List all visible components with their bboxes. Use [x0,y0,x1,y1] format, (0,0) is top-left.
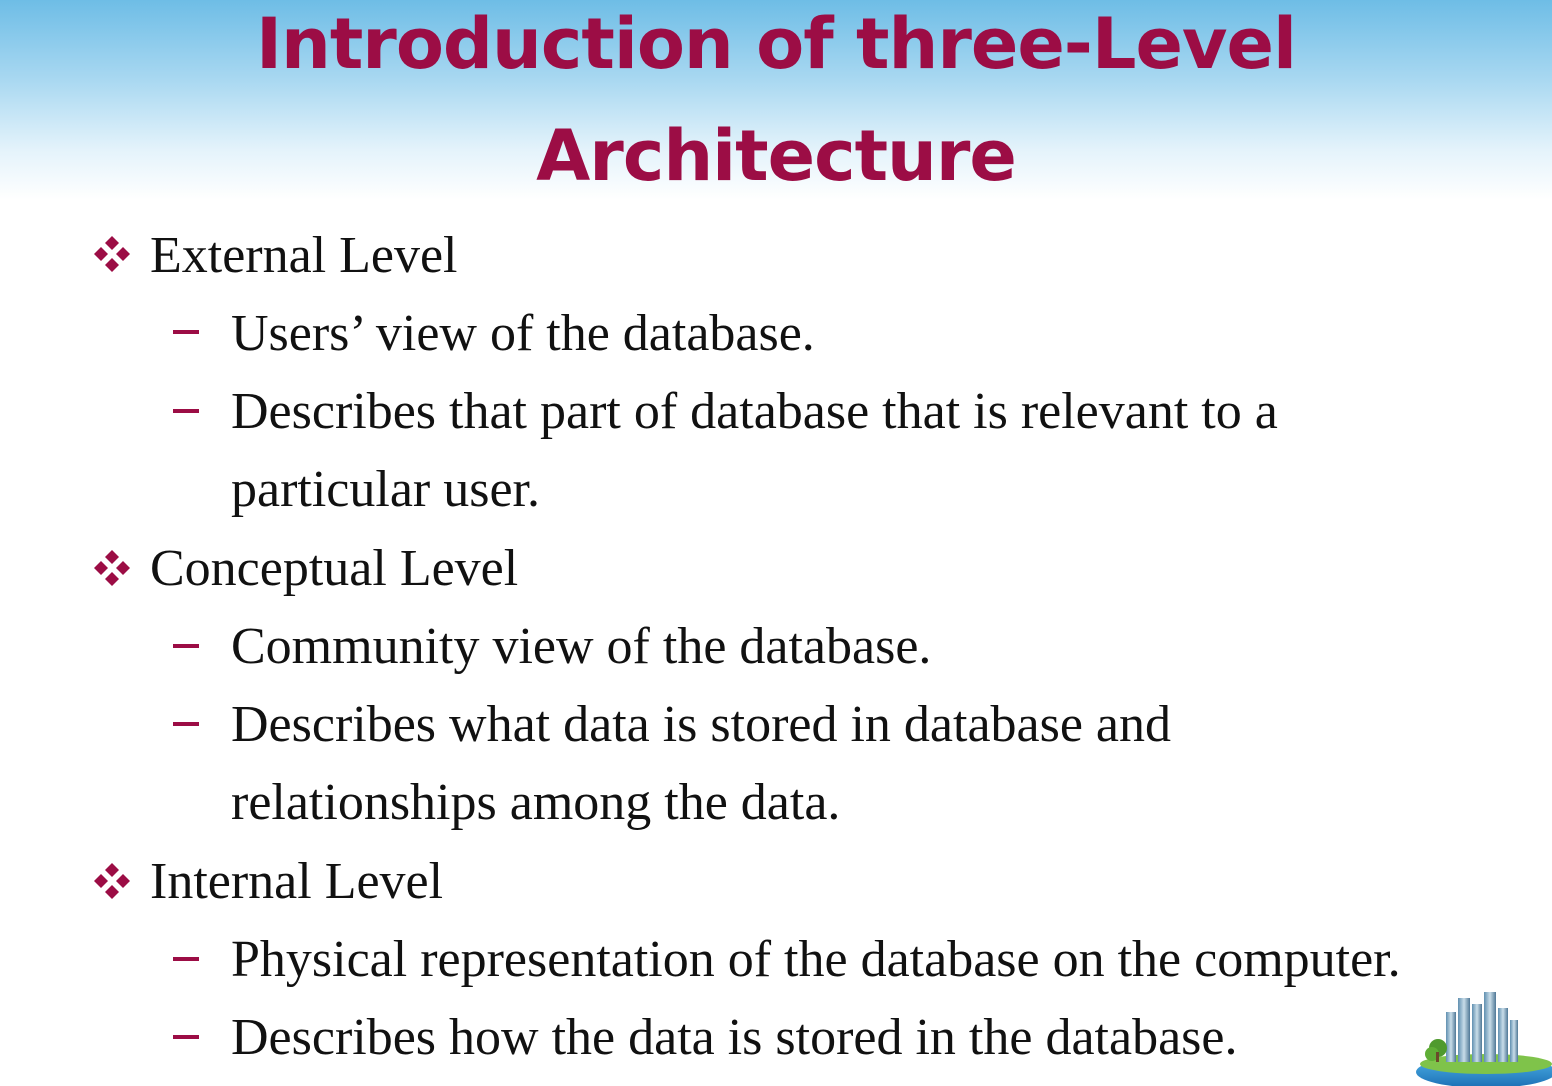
four-diamond-bullet-icon [92,234,132,274]
dash-icon [173,722,199,726]
sub-item: Users’ view of the database. [231,305,815,362]
dash-icon [173,409,199,413]
sub-item: Physical representation of the database on the computer. [231,931,1401,988]
dash-icon [173,957,199,961]
city-island-logo-icon [1396,990,1552,1086]
sub-item: Describes that part of database that is relevant to a [231,383,1278,440]
section-heading-internal: Internal Level [150,853,444,910]
section-heading-conceptual: Conceptual Level [150,540,519,597]
dash-icon [173,330,199,334]
title-line-2: Architecture [536,115,1016,197]
sub-item: Describes how the data is stored in the database. [231,1009,1238,1066]
title-line-1: Introduction of three-Level [255,3,1297,85]
section-heading-external: External Level [150,227,458,284]
sub-item: Describes what data is stored in database and [231,696,1172,753]
sub-item-continuation: relationships among the data. [231,774,841,831]
dash-icon [173,644,199,648]
dash-icon [173,1035,199,1039]
sub-item: Community view of the database. [231,618,932,675]
four-diamond-bullet-icon [92,548,132,588]
four-diamond-bullet-icon [92,861,132,901]
sub-item-continuation: particular user. [231,461,540,518]
